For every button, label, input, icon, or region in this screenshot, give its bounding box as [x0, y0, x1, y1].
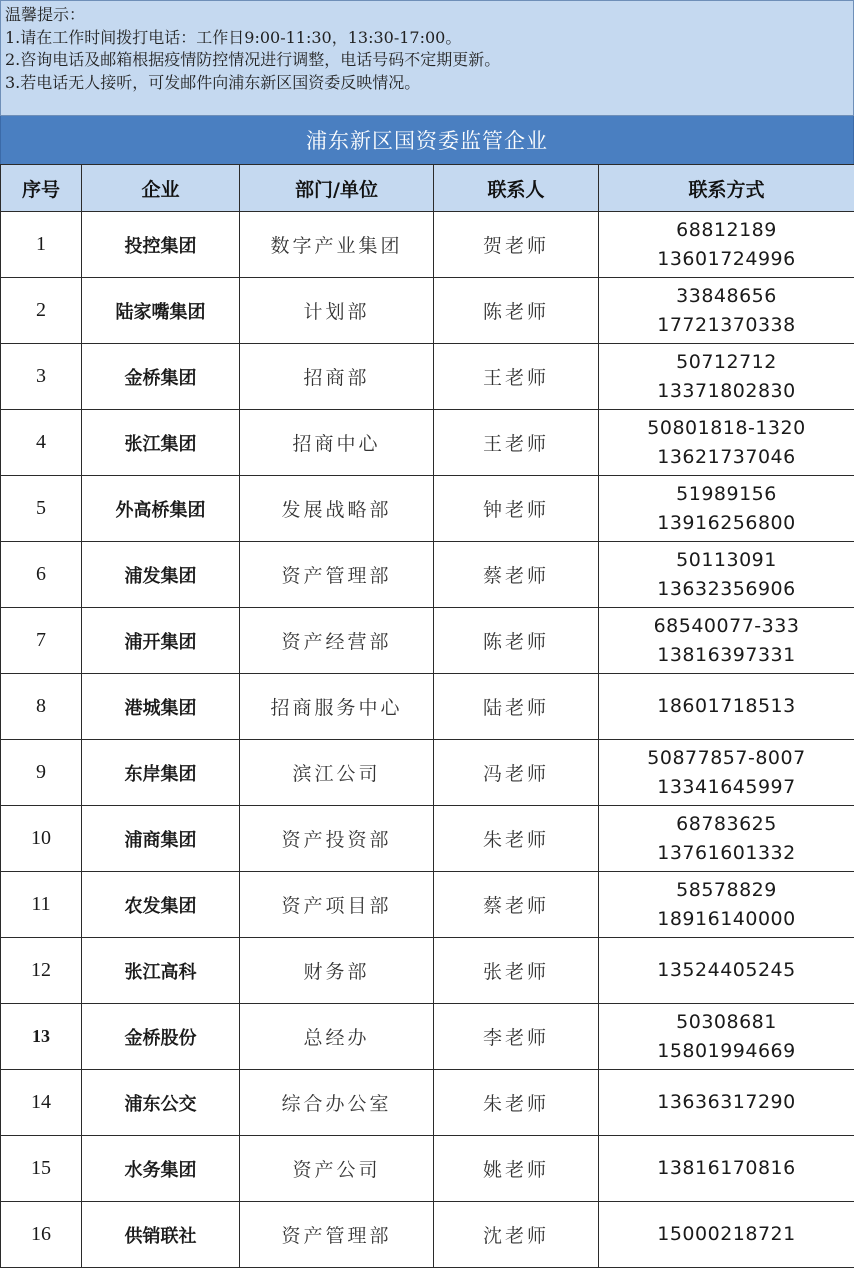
row-contact: 王老师: [434, 344, 599, 410]
notice-line-1: 1.请在工作时间拨打电话：工作日9:00-11:30，13:30-17:00。: [5, 27, 462, 47]
phone-number: 13816397331: [657, 643, 796, 666]
header-department: 部门/单位: [240, 165, 434, 212]
table-body: [1, 212, 854, 1268]
row-enterprise: 投控集团: [82, 212, 240, 278]
row-phone-cell: [599, 938, 854, 1004]
table-row: [1, 476, 854, 542]
row-contact: 王老师: [434, 410, 599, 476]
row-phone-cell: [599, 278, 854, 344]
table-banner-title: 浦东新区国资委监管企业: [0, 116, 854, 164]
phone-number: 68783625: [676, 812, 777, 835]
row-seq: 16: [1, 1202, 82, 1268]
phone-number: 50801818-1320: [647, 416, 806, 439]
row-contact: 陈老师: [434, 278, 599, 344]
row-contact: 姚老师: [434, 1136, 599, 1202]
row-department: 财务部: [240, 938, 434, 1004]
table-row: [1, 410, 854, 476]
phone-number: 33848656: [676, 284, 777, 307]
row-phone-cell: [599, 1004, 854, 1070]
phone-number: 50308681: [676, 1010, 777, 1033]
row-department: 计划部: [240, 278, 434, 344]
phone-number: 68812189: [676, 218, 777, 241]
header-enterprise: 企业: [82, 165, 240, 212]
table-row: [1, 1070, 854, 1136]
row-contact: 陆老师: [434, 674, 599, 740]
row-phone-cell: [599, 1202, 854, 1268]
table-row: [1, 1004, 854, 1070]
phone-number: 50113091: [676, 548, 777, 571]
row-department: 资产经营部: [240, 608, 434, 674]
notice-title: 温馨提示：: [5, 5, 86, 24]
table-row: [1, 674, 854, 740]
row-contact: 沈老师: [434, 1202, 599, 1268]
row-enterprise: 张江高科: [82, 938, 240, 1004]
phone-number: 58578829: [676, 878, 777, 901]
row-seq: 15: [1, 1136, 82, 1202]
phone-number: 13636317290: [657, 1091, 796, 1113]
row-department: 资产投资部: [240, 806, 434, 872]
row-contact: 朱老师: [434, 806, 599, 872]
row-contact: 钟老师: [434, 476, 599, 542]
table-row: [1, 1136, 854, 1202]
phone-number: 51989156: [676, 482, 777, 505]
row-seq: 10: [1, 806, 82, 872]
row-enterprise: 金桥集团: [82, 344, 240, 410]
phone-number: 13916256800: [657, 511, 796, 534]
row-department: 资产项目部: [240, 872, 434, 938]
row-enterprise: 浦发集团: [82, 542, 240, 608]
row-seq: 1: [1, 212, 82, 278]
row-seq: 12: [1, 938, 82, 1004]
row-phone-cell: [599, 1136, 854, 1202]
row-seq: 5: [1, 476, 82, 542]
row-seq: 2: [1, 278, 82, 344]
row-department: 招商中心: [240, 410, 434, 476]
header-contact: 联系人: [434, 165, 599, 212]
row-enterprise: 供销联社: [82, 1202, 240, 1268]
phone-number: 13341645997: [657, 775, 796, 798]
phone-number: 13816170816: [657, 1157, 796, 1179]
phone-number: 13524405245: [657, 959, 796, 981]
row-department: 资产公司: [240, 1136, 434, 1202]
row-department: 资产管理部: [240, 542, 434, 608]
row-contact: 张老师: [434, 938, 599, 1004]
notice-line-2: 2.咨询电话及邮箱根据疫情防控情况进行调整，电话号码不定期更新。: [5, 50, 501, 69]
row-contact: 蔡老师: [434, 542, 599, 608]
phone-number: 13632356906: [657, 577, 796, 600]
row-contact: 朱老师: [434, 1070, 599, 1136]
phone-number: 13371802830: [657, 379, 796, 402]
row-enterprise: 港城集团: [82, 674, 240, 740]
phone-number: 17721370338: [657, 313, 796, 336]
row-contact: 冯老师: [434, 740, 599, 806]
row-seq: 11: [1, 872, 82, 938]
row-enterprise: 东岸集团: [82, 740, 240, 806]
phone-number: 68540077-333: [653, 614, 800, 637]
row-phone-cell: [599, 608, 854, 674]
table-row: [1, 938, 854, 1004]
row-phone-cell: [599, 542, 854, 608]
phone-number: 13761601332: [657, 841, 796, 864]
row-seq: 13: [1, 1004, 82, 1070]
row-department: 数字产业集团: [240, 212, 434, 278]
table-row: [1, 872, 854, 938]
row-seq: 4: [1, 410, 82, 476]
phone-number: 13601724996: [657, 247, 796, 270]
row-enterprise: 浦东公交: [82, 1070, 240, 1136]
row-contact: 蔡老师: [434, 872, 599, 938]
row-phone-cell: [599, 476, 854, 542]
table-row: [1, 806, 854, 872]
phone-number: 18916140000: [657, 907, 796, 930]
row-phone-cell: [599, 212, 854, 278]
row-department: 发展战略部: [240, 476, 434, 542]
phone-number: 15801994669: [657, 1039, 796, 1062]
row-enterprise: 金桥股份: [82, 1004, 240, 1070]
table-row: [1, 542, 854, 608]
row-seq: 8: [1, 674, 82, 740]
notice-box: [0, 0, 854, 116]
table-header-row: [1, 165, 854, 212]
phone-number: 13621737046: [657, 445, 796, 468]
phone-number: 50712712: [676, 350, 777, 373]
phone-number: 18601718513: [657, 695, 796, 717]
phone-number: 50877857-8007: [647, 746, 806, 769]
row-phone-cell: [599, 740, 854, 806]
row-enterprise: 农发集团: [82, 872, 240, 938]
phone-number: 15000218721: [657, 1223, 796, 1245]
table-row: [1, 212, 854, 278]
row-contact: 贺老师: [434, 212, 599, 278]
row-phone-cell: [599, 1070, 854, 1136]
row-enterprise: 陆家嘴集团: [82, 278, 240, 344]
row-department: 招商部: [240, 344, 434, 410]
row-phone-cell: [599, 344, 854, 410]
row-contact: 陈老师: [434, 608, 599, 674]
row-phone-cell: [599, 806, 854, 872]
row-enterprise: 浦商集团: [82, 806, 240, 872]
row-seq: 3: [1, 344, 82, 410]
contacts-table: [0, 164, 854, 1268]
row-seq: 6: [1, 542, 82, 608]
row-department: 资产管理部: [240, 1202, 434, 1268]
notice-line-3: 3.若电话无人接听，可发邮件向浦东新区国资委反映情况。: [5, 72, 421, 92]
table-row: [1, 608, 854, 674]
row-department: 总经办: [240, 1004, 434, 1070]
row-phone-cell: [599, 410, 854, 476]
row-seq: 7: [1, 608, 82, 674]
row-seq: 14: [1, 1070, 82, 1136]
row-enterprise: 外高桥集团: [82, 476, 240, 542]
row-phone-cell: [599, 872, 854, 938]
header-phone: 联系方式: [599, 165, 854, 212]
table-row: [1, 278, 854, 344]
row-phone-cell: [599, 674, 854, 740]
header-seq: 序号: [1, 165, 82, 212]
row-enterprise: 水务集团: [82, 1136, 240, 1202]
row-enterprise: 浦开集团: [82, 608, 240, 674]
row-department: 滨江公司: [240, 740, 434, 806]
table-row: [1, 344, 854, 410]
row-department: 招商服务中心: [240, 674, 434, 740]
table-row: [1, 740, 854, 806]
row-enterprise: 张江集团: [82, 410, 240, 476]
row-contact: 李老师: [434, 1004, 599, 1070]
row-seq: 9: [1, 740, 82, 806]
table-row: [1, 1202, 854, 1268]
row-department: 综合办公室: [240, 1070, 434, 1136]
